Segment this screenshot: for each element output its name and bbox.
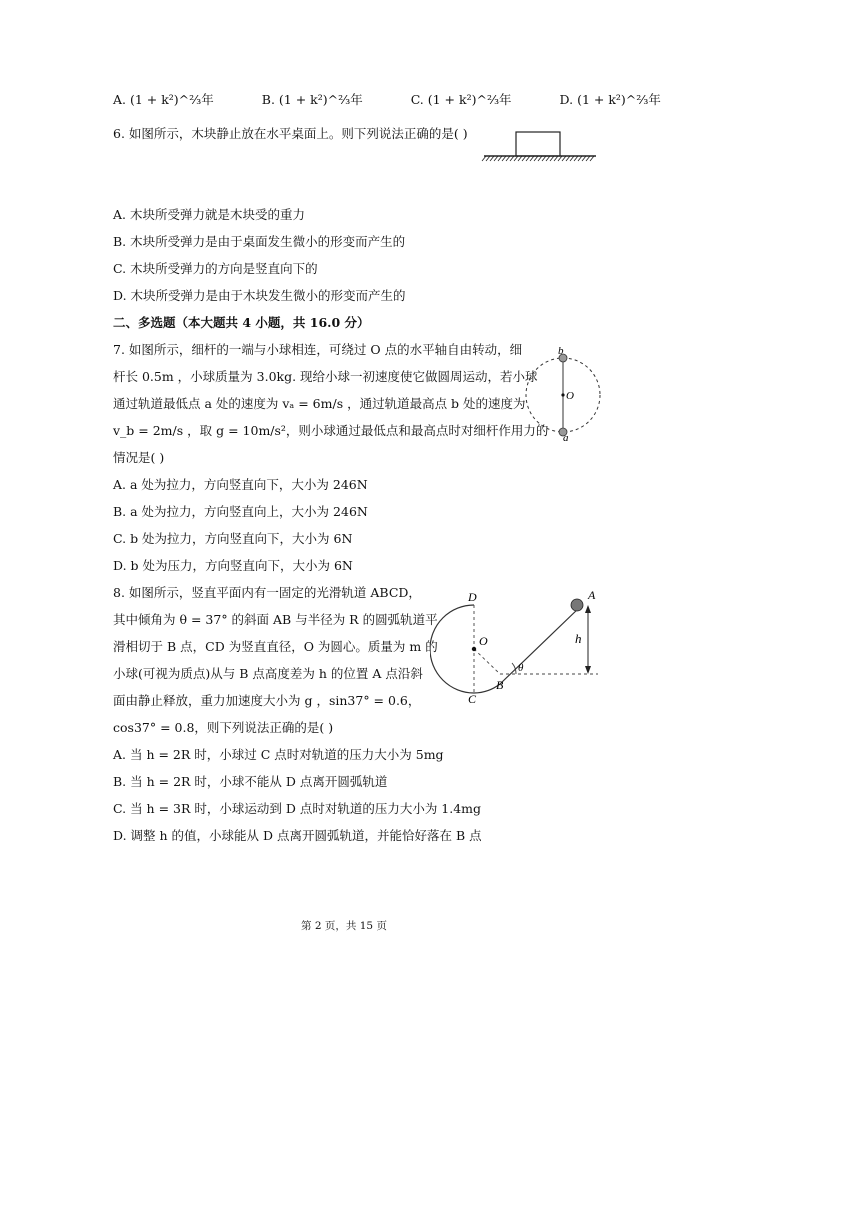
arc-track bbox=[430, 605, 500, 693]
q8-line-4: 小球(可视为质点)从与 B 点高度差为 h 的位置 A 点沿斜 bbox=[113, 666, 423, 681]
label-c: C bbox=[468, 692, 477, 706]
q7-line-5: 情况是( ) bbox=[113, 450, 165, 465]
label-o: O bbox=[479, 634, 488, 648]
q7-option-d: D. b 处为压力，方向竖直向下，大小为 6N bbox=[113, 558, 353, 573]
table-hatch-mark bbox=[570, 156, 574, 161]
label-a: A bbox=[588, 588, 596, 602]
table-hatch-mark bbox=[562, 156, 566, 161]
table-hatch-mark bbox=[518, 156, 522, 161]
q6-option-d: D. 木块所受弹力是由于木块发生微小的形变而产生的 bbox=[113, 288, 406, 303]
q8-line-1: 8. 如图所示，竖直平面内有一固定的光滑轨道 ABCD， bbox=[113, 585, 421, 600]
ball-at-a bbox=[571, 599, 583, 611]
q7-option-b: B. a 处为拉力，方向竖直向上，大小为 246N bbox=[113, 504, 368, 519]
q8-option-c: C. 当 h = 3R 时，小球运动到 D 点时对轨道的压力大小为 1.4mg bbox=[113, 801, 482, 816]
q7-option-c: C. b 处为拉力，方向竖直向下，大小为 6N bbox=[113, 531, 353, 546]
table-hatch-mark bbox=[590, 156, 594, 161]
q5-choice-a: A. (1 + k²)^⅔年 bbox=[113, 92, 214, 107]
q8-line-5: 面由静止释放，重力加速度大小为 g ，sin37° = 0.6， bbox=[113, 693, 421, 708]
q5-choices bbox=[113, 92, 661, 108]
table-hatch-mark bbox=[530, 156, 534, 161]
label-theta: θ bbox=[518, 662, 524, 674]
table-hatch-mark bbox=[574, 156, 578, 161]
block-shape bbox=[516, 132, 560, 156]
table-hatch-mark bbox=[554, 156, 558, 161]
table-hatch-mark bbox=[558, 156, 562, 161]
q5-choice-d: D. (1 + k²)^⅔年 bbox=[559, 92, 661, 107]
q8-track-figure bbox=[430, 585, 610, 707]
table-hatch-mark bbox=[514, 156, 518, 161]
q7-rod-circle-figure bbox=[520, 342, 610, 446]
q8-option-b: B. 当 h = 2R 时，小球不能从 D 点离开圆弧轨道 bbox=[113, 774, 388, 789]
q8-line-2: 其中倾角为 θ = 37° 的斜面 AB 与半径为 R 的圆弧轨道平 bbox=[113, 612, 438, 627]
section-heading-multiple-choice: 二、多选题（本大题共 4 小题，共 16.0 分） bbox=[113, 315, 370, 330]
table-hatch-mark bbox=[526, 156, 530, 161]
table-hatch-mark bbox=[506, 156, 510, 161]
table-hatch-mark bbox=[494, 156, 498, 161]
table-hatch-mark bbox=[542, 156, 546, 161]
table-hatch-mark bbox=[586, 156, 590, 161]
height-arrow-top bbox=[585, 605, 591, 613]
table-hatch-mark bbox=[550, 156, 554, 161]
table-hatch-mark bbox=[538, 156, 542, 161]
incline-ab bbox=[500, 607, 580, 684]
label-b: b bbox=[558, 345, 564, 357]
table-hatch-mark bbox=[498, 156, 502, 161]
center-o-dot bbox=[472, 647, 476, 651]
q7-line-1: 7. 如图所示，细杆的一端与小球相连，可绕过 O 点的水平轴自由转动，细 bbox=[113, 342, 523, 357]
table-hatch-mark bbox=[546, 156, 550, 161]
q6-stem: 6. 如图所示，木块静止放在水平桌面上。则下列说法正确的是( ) bbox=[113, 126, 468, 141]
q8-option-d: D. 调整 h 的值，小球能从 D 点离开圆弧轨道，并能恰好落在 B 点 bbox=[113, 828, 482, 843]
label-a: a bbox=[563, 432, 569, 444]
q7-option-a: A. a 处为拉力，方向竖直向下，大小为 246N bbox=[113, 477, 368, 492]
table-hatch-mark bbox=[566, 156, 570, 161]
q8-option-a: A. 当 h = 2R 时，小球过 C 点时对轨道的压力大小为 5mg bbox=[113, 747, 444, 762]
table-hatch-mark bbox=[482, 156, 486, 161]
table-hatch-mark bbox=[490, 156, 494, 161]
q5-choice-c: C. (1 + k²)^⅔年 bbox=[410, 92, 512, 107]
label-d: D bbox=[468, 590, 477, 604]
table-hatch-mark bbox=[522, 156, 526, 161]
page-footer: 第 2 页，共 15 页 bbox=[301, 920, 387, 932]
q8-line-3: 滑相切于 B 点，CD 为竖直直径，O 为圆心。质量为 m 的 bbox=[113, 639, 438, 654]
q8-line-6: cos37° = 0.8，则下列说法正确的是( ) bbox=[113, 720, 334, 735]
label-h: h bbox=[575, 631, 582, 646]
q6-option-a: A. 木块所受弹力就是木块受的重力 bbox=[113, 207, 305, 222]
radius-ob bbox=[474, 649, 500, 674]
q6-block-on-table-figure bbox=[480, 126, 600, 162]
label-b: B bbox=[496, 678, 504, 692]
label-o: O bbox=[566, 390, 574, 402]
table-hatch-mark bbox=[486, 156, 490, 161]
q7-line-4: v_b = 2m/s ，取 g = 10m/s²，则小球通过最低点和最高点时对细杆作用力的 bbox=[113, 423, 549, 438]
pivot-o bbox=[561, 393, 564, 396]
table-hatch-mark bbox=[578, 156, 582, 161]
q6-option-b: B. 木块所受弹力是由于桌面发生微小的形变而产生的 bbox=[113, 234, 406, 249]
q7-line-2: 杆长 0.5m ，小球质量为 3.0kg. 现给小球一初速度使它做圆周运动，若小球 bbox=[113, 369, 538, 384]
table-hatch-mark bbox=[534, 156, 538, 161]
q7-line-3: 通过轨道最低点 a 处的速度为 vₐ = 6m/s ，通过轨道最高点 b 处的速度为 bbox=[113, 396, 526, 411]
q5-choice-b: B. (1 + k²)^⅔年 bbox=[261, 92, 363, 107]
q6-option-c: C. 木块所受弹力的方向是竖直向下的 bbox=[113, 261, 318, 276]
height-arrow-bottom bbox=[585, 666, 591, 674]
table-hatch-mark bbox=[510, 156, 514, 161]
table-hatch-mark bbox=[502, 156, 506, 161]
table-hatch-mark bbox=[582, 156, 586, 161]
